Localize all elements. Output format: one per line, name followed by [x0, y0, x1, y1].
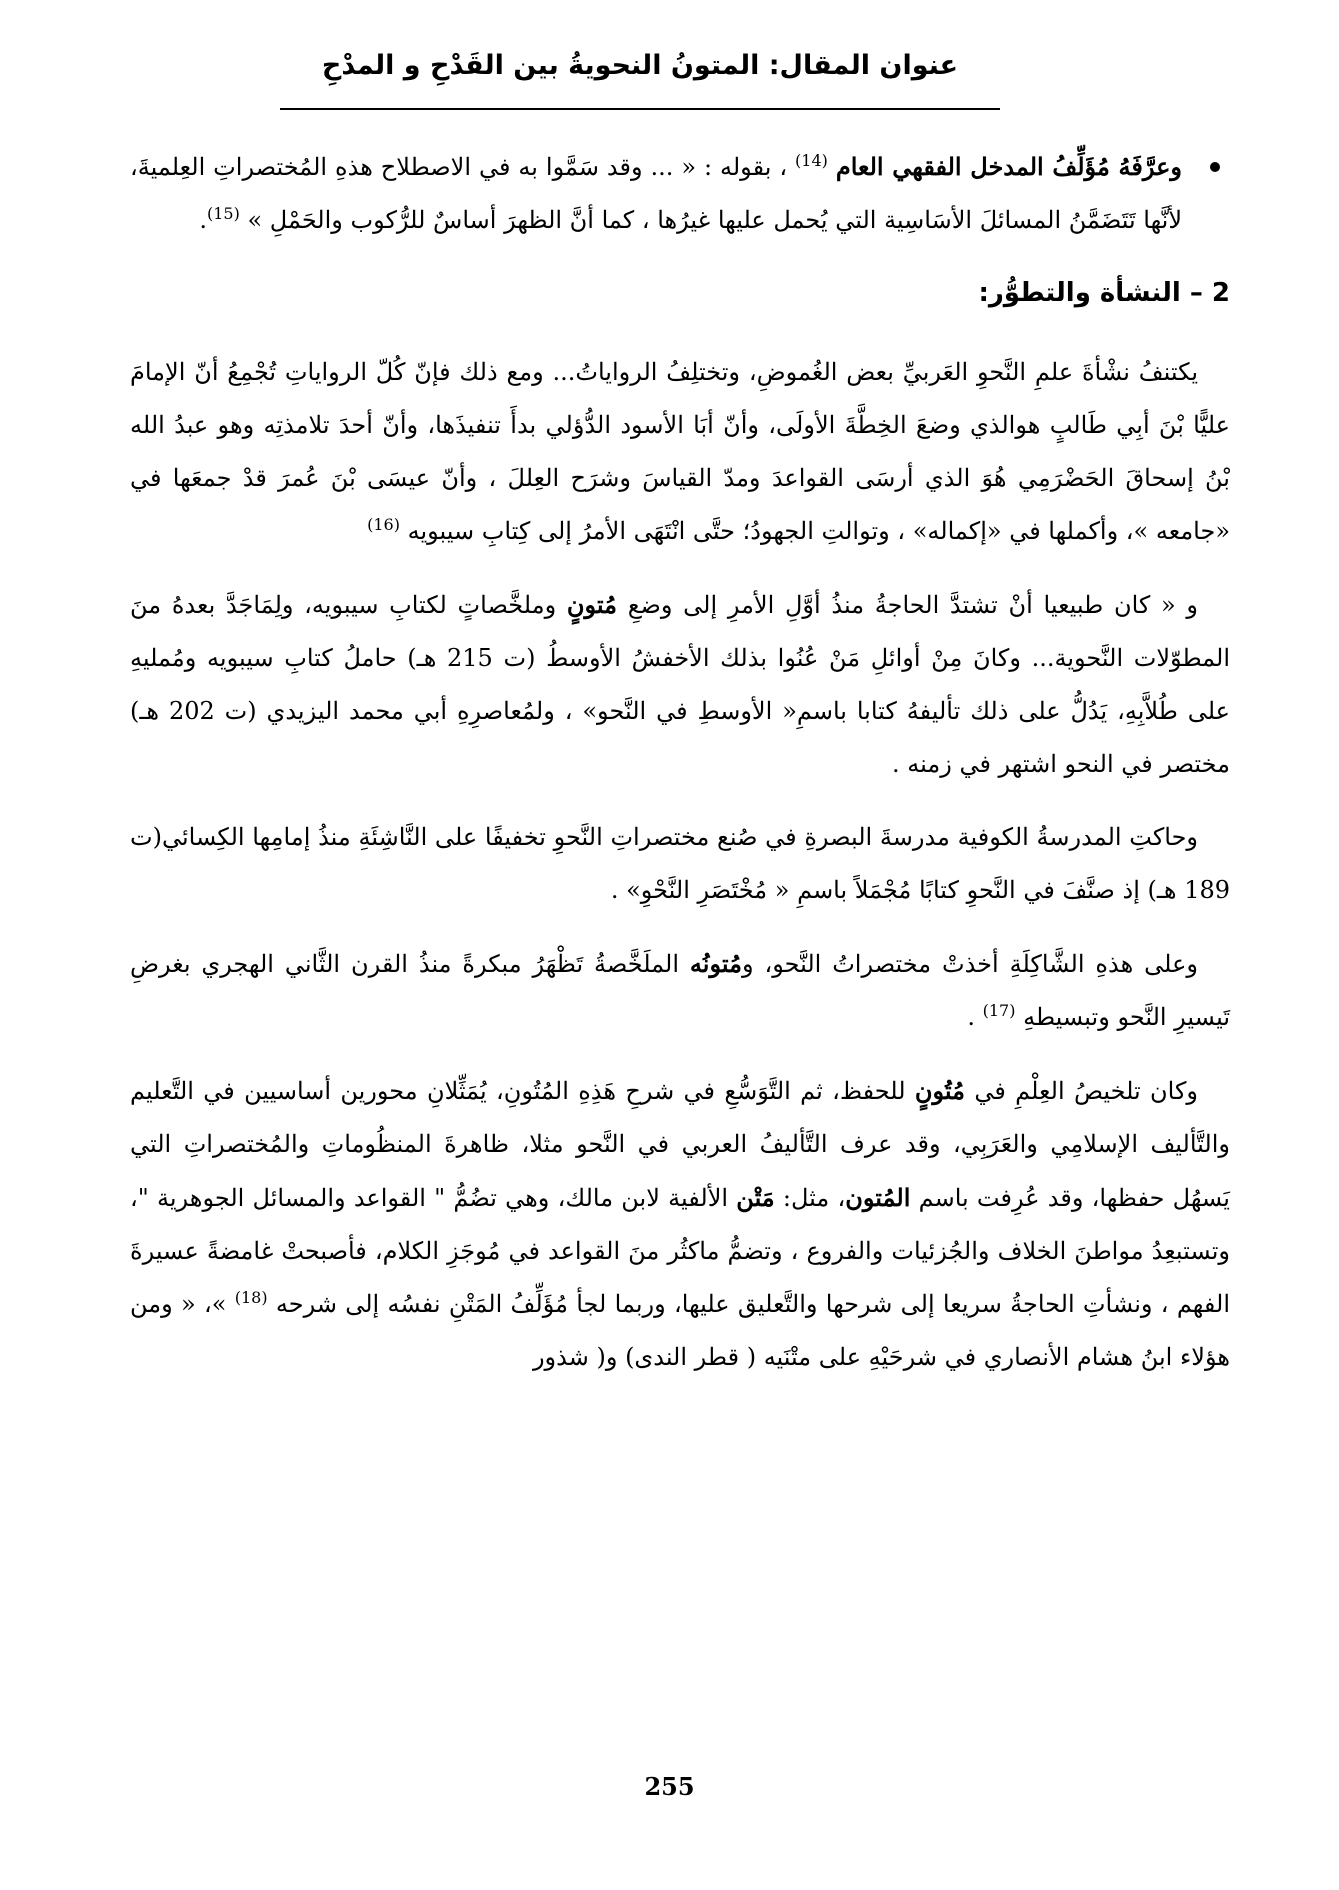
bullet-dot-icon: [1210, 162, 1220, 172]
footnote-ref-14: (14): [795, 151, 828, 170]
paragraph-2-part2: وملخَّصاتٍ لكتابِ سيبويه، ولِمَاجَدَّ بعدهُ منَ المطوّلات النَّحوية... وكانَ مِنْ أوائلِ مَنْ عُنُوا بذلك الأخفشُ الأوسطُ (ت 215 هـ) حاملُ كتابِ سيبويه ومُمليهِ على طُلاَّبِهِ، يَدُلُّ على ذلك تأليفهُ كتابا باسمِ« الأوسطِ في النَّحو» ، ولمُعاصرِهِ أبي محمد اليزيدي (ت 202 هـ) مختصر في النحو اشتهر في زمنه .: [130, 591, 1231, 778]
paragraph-4-bold1: مُتونُه: [689, 949, 742, 978]
paragraph-2-bold1: مُتونٍ: [566, 590, 617, 619]
paragraph-4: [130, 937, 1230, 1044]
paragraph-5-part3: ، مثل:: [782, 1184, 846, 1212]
paragraph-2: [130, 578, 1230, 791]
footnote-ref-16: (16): [367, 515, 400, 534]
paragraph-1-text: يكتنفُ نشْأةَ علمِ النَّحوِ العَربيِّ بعض الغُموضِ، وتختلِفُ الرواياتُ... ومع ذلك فإنّ كُلّ الرواياتِ تُجْمِعُ أنّ الإمامَ عليًّا بْنَ أبِي طَالبٍ هوالذي وضعَ الخِطَّةَ الأولَى، وأنّ أبَا الأسود الدُّؤلي بدأَ تنفيذَها، وأنّ أحدَ تلامذتِه وهو عبدُ الله بْنُ إسحاقَ الحَضْرَمِي هُوَ الذي أرسَى القواعدَ ومدّ القياسَ وشرَح العِللَ ، وأنّ عيسَى بْنَ عُمرَ قدْ جمعَها في «جامعه »، وأكملها في «إكماله» ، وتوالتِ الجهودُ؛ حتَّى انْتَهَى الأمرُ إلى كِتابِ سيبويه: [130, 358, 1231, 545]
bullet-end: .: [199, 206, 207, 234]
paragraph-1: [130, 346, 1230, 558]
footnote-ref-15: (15): [206, 204, 240, 223]
page-number: 255: [644, 1772, 695, 1801]
article-title-header: عنوان المقال: المتونُ النحويةُ بين القَدْحِ و المدْحِ: [321, 50, 959, 81]
paragraph-5-bold1: مُتُونٍ: [914, 1076, 966, 1105]
bullet-lead: وعرَّفَهُ مُؤَلِّفُ المدخل الفقهي العام: [835, 152, 1182, 181]
paragraph-2-part1: و « كان طبيعيا أنْ تشتدَّ الحاجةُ منذُ أوَّلِ الأمرِ إلى وضعِ: [627, 591, 1198, 619]
footnote-ref-18: (18): [234, 1288, 268, 1307]
paragraph-5-bold3: مَتْن: [736, 1183, 775, 1212]
paragraph-5-part2: للحفظ، ثم التَّوَسُّعِ في شرحِ هَذِهِ المُتُونِ، يُمَثِّلانِ محورين أساسيين في التَّعليم والتَّأليف الإسلامِي والعَرَبِي، وقد عرف التَّأليفُ العربي في النَّحو مثلا، ظاهرةَ المنظُوماتِ والمُختصراتِ التي يَسهُل حفظها، وقد عُرِفت باسم: [130, 1077, 1230, 1212]
paragraph-5-part4: الألفية لابن مالك، وهي تضُمُّ " القواعد والمسائل الجوهرية "، وتستبعِدُ مواطنَ الخلاف والجُزئيات والفروع ، وتضمُّ ماكثُر منَ القواعد في مُوجَزِ الكلام، فأصبحتْ غامضةً عسيرةَ الفهم ، ونشأتِ الحاجةُ سريعا إلى شرحها والتَّعليق عليها، وربما لجأ مُؤَلِّفُ المَتْنِ نفسُه إلى شرحه: [130, 1184, 1230, 1318]
paragraph-5-part1: وكان تلخيصُ العِلْمِ في: [974, 1077, 1198, 1105]
paragraph-5-part5: »، « ومن هؤلاء ابنُ هشام الأنصاري في شرحَيْهِ على متْنَيه ( قطر الندى) و( شذور: [130, 1290, 1230, 1371]
bullet-paragraph: [130, 140, 1230, 247]
paragraph-3: [130, 811, 1230, 917]
paragraph-5-bold2: المُتون: [845, 1183, 911, 1212]
body-text: [130, 140, 1230, 1404]
footnote-ref-17: (17): [982, 1001, 1016, 1020]
header-rule: [280, 108, 1000, 110]
paragraph-4-part1: وعلى هذهِ الشَّاكِلَةِ أخذتْ مختصراتُ النَّحو، و: [741, 950, 1198, 978]
bullet-text: ، بقوله : « ... وقد سَمَّوا به في الاصطلاح هذهِ المُختصراتِ العِلميةَ، لأنَّها تَتَضَمَّنُ المسائلَ الأسَاسِية التي يُحمل عليها غيرُها ، كما أنَّ الظهرَ أساسٌ للرُّكوب والحَمْلِ »: [130, 153, 1182, 234]
paragraph-4-part2: الملَخَّصةُ تَظْهَرُ مبكرةً منذُ القرن الثَّاني الهجري بغرضِ تَيسيرِ النَّحو وتبسيطهِ: [130, 950, 1230, 1031]
paragraph-4-end: .: [967, 1003, 975, 1031]
paragraph-5: [130, 1064, 1230, 1384]
paragraph-3-text: وحاكتِ المدرسةُ الكوفية مدرسةَ البصرةِ في صُنع مختصراتِ النَّحوِ تخفيفًا على النَّاشِئَةِ منذُ إمامِها الكِسائي(ت 189 هـ) إذ صنَّفَ في النَّحوِ كتابًا مُجْمَلاً باسمِ « مُخْتَصَرِ النَّحْوِ» .: [130, 823, 1230, 904]
section-heading: 2 – النشأة والتطوُّر:: [978, 278, 1230, 308]
